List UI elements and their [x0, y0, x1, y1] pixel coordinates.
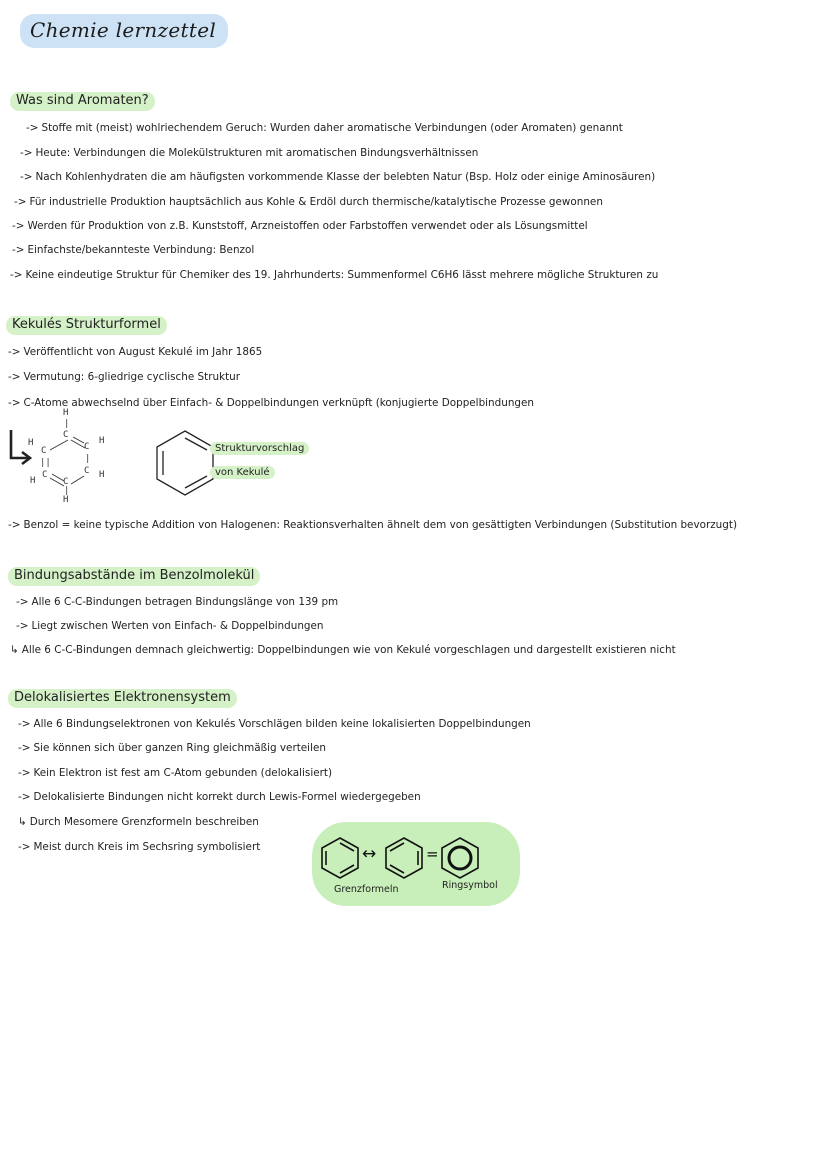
label-grenzformeln: Grenzformeln [334, 884, 399, 895]
list-item: -> Benzol = keine typische Addition von Halogenen: Reaktionsverhalten ähnelt dem von gesättigten Verbindungen (Substitution bevorzugt) [8, 519, 737, 531]
structure-label: Strukturvorschlag [210, 442, 309, 455]
arrow-icon: -> [8, 519, 21, 531]
section-heading-aromaten: Was sind Aromaten? [10, 92, 155, 111]
hook-arrow-icon: ↳ [18, 816, 27, 828]
list-item: -> Heute: Verbindungen die Molekülstrukturen mit aromatischen Bindungsverhältnissen [20, 147, 479, 159]
hook-arrow-icon: ↳ [10, 644, 19, 656]
arrow-icon: -> [16, 620, 29, 632]
list-item: ↳ Alle 6 C-C-Bindungen demnach gleichwertig: Doppelbindungen wie von Kekulé vorgeschlagen und dargestellt existieren nicht [10, 644, 676, 656]
equals-icon: = [426, 845, 439, 863]
arrow-icon: -> [16, 596, 29, 608]
benzene-ring-symbol-icon [440, 836, 480, 880]
list-item: -> Kein Elektron ist fest am C-Atom gebunden (delokalisiert) [18, 767, 333, 779]
list-item: -> Sie können sich über ganzen Ring gleichmäßig verteilen [18, 742, 326, 754]
arrow-icon: -> [14, 196, 27, 208]
arrow-icon: -> [20, 171, 33, 183]
list-item: -> Veröffentlicht von August Kekulé im Jahr 1865 [8, 346, 263, 358]
label-ringsymbol: Ringsymbol [442, 880, 498, 891]
section-heading-bindungsabstaende: Bindungsabstände im Benzolmolekül [8, 567, 260, 586]
arrow-icon: -> [18, 767, 31, 779]
arrow-icon: -> [12, 244, 25, 256]
list-item: -> Liegt zwischen Werten von Einfach- & Doppelbindungen [16, 620, 324, 632]
list-item: -> Delokalisierte Bindungen nicht korrekt durch Lewis-Formel wiedergegeben [18, 791, 421, 803]
list-item: -> Einfachste/bekannteste Verbindung: Benzol [12, 244, 255, 256]
resonance-arrow-icon: ↔ [362, 844, 377, 864]
arrow-icon: -> [8, 371, 21, 383]
list-item: -> Stoffe mit (meist) wohlriechendem Geruch: Wurden daher aromatische Verbindungen (oder Aromaten) genannt [26, 122, 623, 134]
list-item: -> Meist durch Kreis im Sechsring symbolisiert [18, 841, 261, 853]
section-heading-delokalisiert: Delokalisiertes Elektronensystem [8, 689, 237, 708]
list-item: -> Nach Kohlenhydraten die am häufigsten vorkommende Klasse der belebten Natur (Bsp. Holz oder einige Aminosäuren) [20, 171, 656, 183]
structure-label: von Kekulé [210, 466, 275, 479]
benzene-grenzformel-1-icon [320, 836, 360, 880]
arrow-icon: -> [18, 742, 31, 754]
arrow-icon: -> [10, 269, 23, 281]
list-item: -> Keine eindeutige Struktur für Chemiker des 19. Jahrhunderts: Summenformel C6H6 lässt mehrere mögliche Strukturen zu [10, 269, 659, 281]
kekule-formula: H | C H C C H || | H C C H C | H [28, 408, 105, 505]
list-item: -> Alle 6 Bindungselektronen von Kekulés Vorschlägen bilden keine lokalisierten Doppelbindungen [18, 718, 531, 730]
arrow-icon: -> [18, 791, 31, 803]
page-title: Chemie lernzettel [20, 14, 228, 48]
list-item: -> Vermutung: 6-gliedrige cyclische Struktur [8, 371, 241, 383]
arrow-icon: -> [12, 220, 25, 232]
list-item: -> Für industrielle Produktion hauptsächlich aus Kohle & Erdöl durch thermische/katalytische Prozesse gewonnen [14, 196, 603, 208]
section-heading-kekule: Kekulés Strukturformel [6, 316, 167, 335]
arrow-icon: -> [8, 346, 21, 358]
kekule-benzene-icon [150, 428, 220, 498]
list-item: -> Alle 6 C-C-Bindungen betragen Bindungslänge von 139 pm [16, 596, 339, 608]
arrow-icon: -> [18, 718, 31, 730]
arrow-icon: -> [20, 147, 33, 159]
arrow-icon: -> [26, 122, 39, 134]
arrow-icon: -> [8, 397, 21, 409]
benzene-grenzformel-2-icon [384, 836, 424, 880]
arrow-icon: -> [18, 841, 31, 853]
list-item: -> Werden für Produktion von z.B. Kunststoff, Arzneistoffen oder Farbstoffen verwendet oder als Lösungsmittel [12, 220, 588, 232]
list-item: ↳ Durch Mesomere Grenzformeln beschreiben [18, 816, 259, 828]
list-item: -> C-Atome abwechselnd über Einfach- & Doppelbindungen verknüpft (konjugierte Doppelbindungen [8, 397, 534, 409]
